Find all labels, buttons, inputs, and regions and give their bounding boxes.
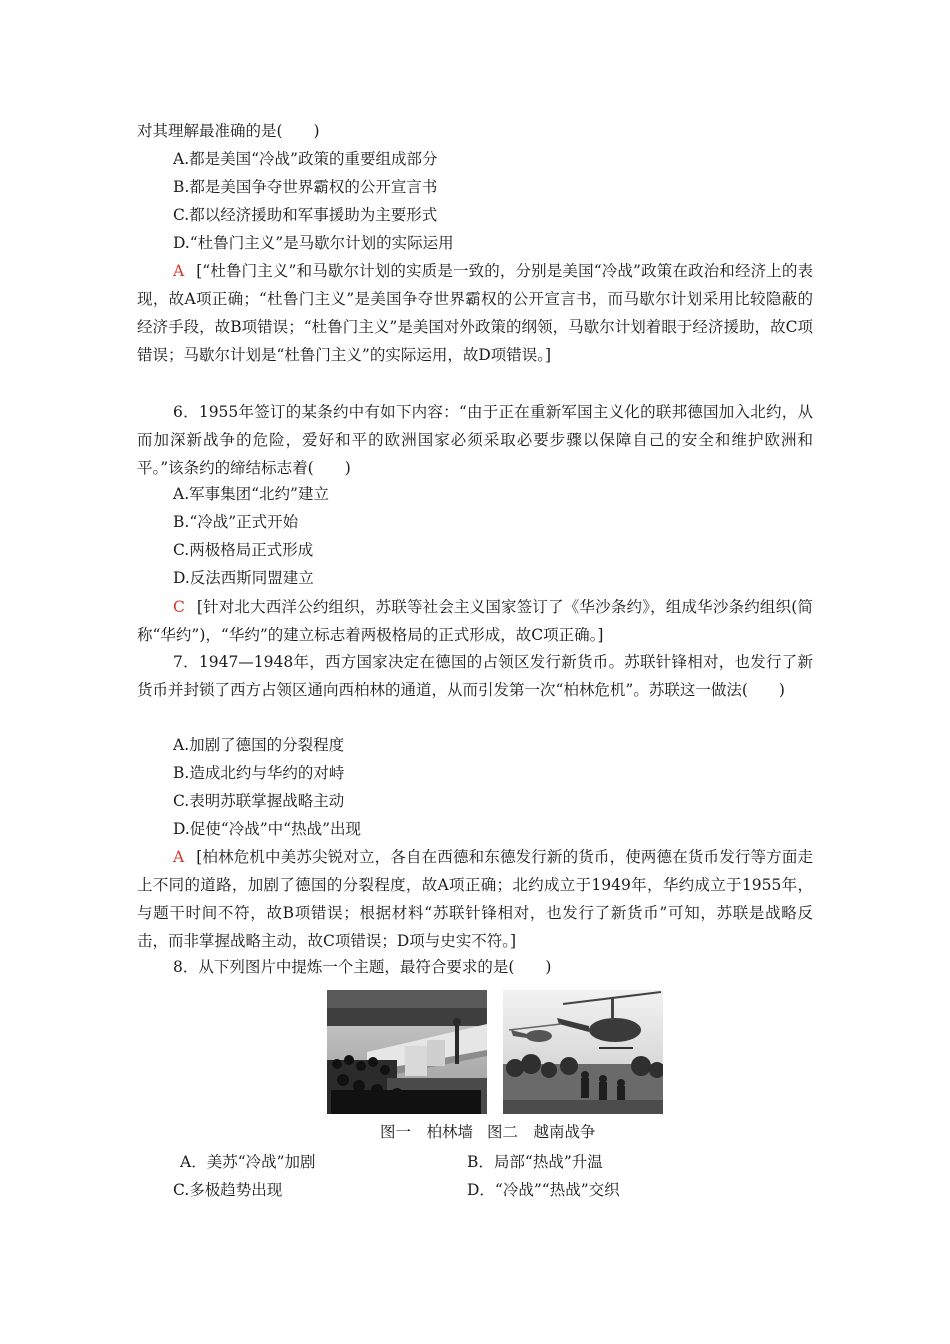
- q5-stem: 对其理解最准确的是( ): [137, 122, 320, 140]
- q8-caption: [380, 1120, 610, 1144]
- q7-explanation: [137, 843, 813, 955]
- q7-explanation-text: [柏林危机中美苏尖锐对立，各自在西德和东德发行新的货币，使两德在货币发行等方面走上不同的道路，加剧了德国的分裂程度，故A项正确；北约成立于1949年，华约成立于1955年，与题干时间不符，故B项错误；根据材料“苏联针锋相对，也发行了新货币”可知，苏联是战略反击，而非掌握战略主动，故C项错误；D项与史实不符。]: [137, 848, 813, 950]
- q5-explanation-text: [“杜鲁门主义”和马歇尔计划的实质是一致的，分别是美国“冷战”政策在政治和经济上的表现，故A项正确；“杜鲁门主义”是美国争夺世界霸权的公开宣言书，而马歇尔计划采用比较隐蔽的经济手段，故B项错误；“杜鲁门主义”是美国对外政策的纲领，马歇尔计划着眼于经济援助，故C项错误；马歇尔计划是“杜鲁门主义”的实际运用，故D项错误。]: [137, 262, 813, 364]
- q5-option-b: B.都是美国争夺世界霸权的公开宣言书: [173, 178, 438, 196]
- q7-answer: A: [173, 848, 185, 866]
- q8-figures: [327, 990, 663, 1114]
- q8-stem: 8．从下列图片中提炼一个主题，最符合要求的是( ): [173, 958, 552, 976]
- q6-option-d: D.反法西斯同盟建立: [173, 569, 314, 587]
- q7-option-c: C.表明苏联掌握战略主动: [173, 792, 345, 810]
- q5-option-c: C.都以经济援助和军事援助为主要形式: [173, 206, 438, 224]
- figure1-caption: 图一 柏林墙: [380, 1123, 474, 1141]
- figure2-caption: 图二 越南战争: [487, 1123, 596, 1141]
- q8-option-c: C.多极趋势出现: [173, 1181, 283, 1199]
- q7-option-d: D.促使“冷战”中“热战”出现: [173, 820, 361, 838]
- q7-option-b: B.造成北约与华约的对峙: [173, 764, 345, 782]
- q6-option-b: B.“冷战”正式开始: [173, 513, 299, 531]
- q7-stem: 7．1947—1948年，西方国家决定在德国的占领区发行新货币。苏联针锋相对，也发行了新货币并封锁了西方占领区通向西柏林的通道，从而引发第一次“柏林危机”。苏联这一做法( ): [137, 653, 813, 699]
- q6-explanation-text: [针对北大西洋公约组织，苏联等社会主义国家签订了《华沙条约》，组成华沙条约组织(简称“华约”)，“华约”的建立标志着两极格局的正式形成，故C项正确。]: [137, 598, 813, 644]
- q5-answer: A: [173, 262, 185, 280]
- q5-option-d: D.“杜鲁门主义”是马歇尔计划的实际运用: [173, 234, 454, 252]
- q6-explanation: [137, 593, 813, 649]
- q8-option-a: A．美苏“冷战”加剧: [180, 1153, 316, 1171]
- vietnam-war-photo: [503, 990, 663, 1114]
- berlin-wall-photo: [327, 990, 487, 1114]
- q7-option-a: A.加剧了德国的分裂程度: [173, 736, 345, 754]
- q6-stem: 6．1955年签订的某条约中有如下内容：“由于正在重新军国主义化的联邦德国加入北约，从而加深新战争的危险，爱好和平的欧洲国家必须采取必要步骤以保障自己的安全和维护欧洲和平。”该条约的缔结标志着( ): [137, 403, 813, 477]
- q5-option-a: A.都是美国“冷战”政策的重要组成部分: [173, 150, 438, 168]
- q8-option-b: B．局部“热战”升温: [467, 1153, 603, 1171]
- q6-answer: C: [173, 598, 185, 616]
- q5-explanation: [137, 257, 813, 369]
- q6-option-c: C.两极格局正式形成: [173, 541, 314, 559]
- q6-option-a: A.军事集团“北约”建立: [173, 485, 329, 503]
- q8-option-d: D．“冷战”“热战”交织: [467, 1181, 620, 1199]
